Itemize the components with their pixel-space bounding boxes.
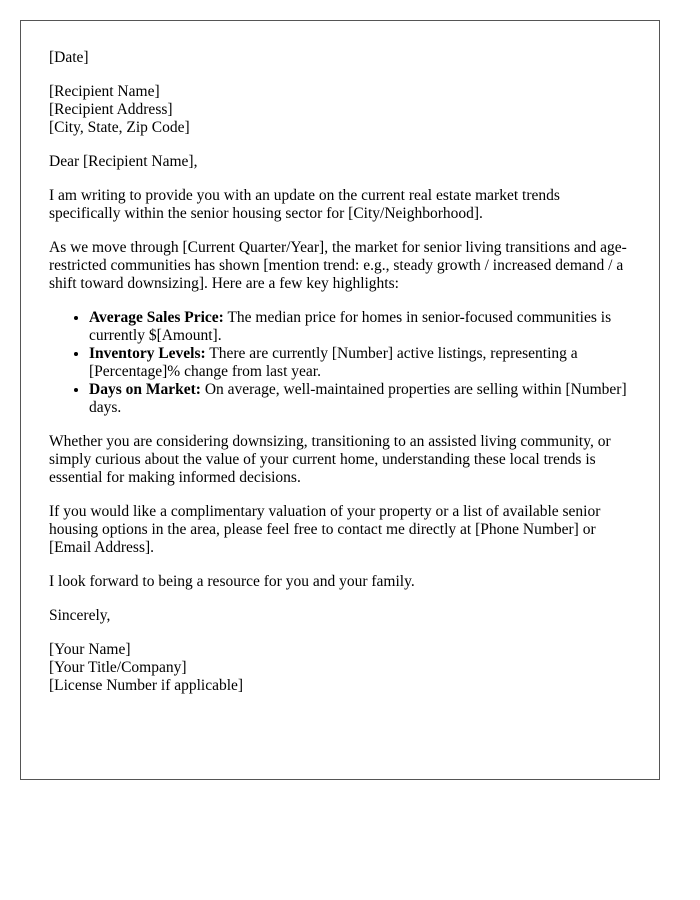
list-item [89, 345, 631, 381]
highlight-label: Days on Market: [89, 381, 201, 398]
signature-block [49, 641, 631, 695]
salutation: Dear [Recipient Name], [49, 153, 198, 170]
highlight-text: On average, well-maintained properties are selling within [Number] days. [89, 381, 627, 416]
highlight-text: The median price for homes in senior-focused communities is currently $[Amount]. [89, 309, 612, 344]
highlight-label: Average Sales Price: [89, 309, 224, 326]
letter-page [20, 20, 660, 780]
considering-paragraph: Whether you are considering downsizing, transitioning to an assisted living community, or simply curious about the value of your current home, understanding these local trends is essential for making informed decisions. [49, 433, 611, 486]
list-item [89, 381, 631, 417]
contact-paragraph: If you would like a complimentary valuation of your property or a list of available senior housing options in the area, please feel free to contact me directly at [Phone Number] or [Email Address]. [49, 503, 601, 556]
intro-paragraph: I am writing to provide you with an update on the current real estate market trends specifically within the senior housing sector for [City/Neighborhood]. [49, 187, 560, 222]
signature-name: [Your Name] [49, 641, 131, 658]
highlight-text: There are currently [Number] active listings, representing a [Percentage]% change from last year. [89, 345, 578, 380]
closing-line: I look forward to being a resource for you and your family. [49, 573, 415, 590]
market-paragraph: As we move through [Current Quarter/Year], the market for senior living transitions and age-restricted communities has shown [mention trend: e.g., steady growth / increased demand / a shift toward downsizing]. Here are a few key highlights: [49, 239, 627, 292]
highlight-label: Inventory Levels: [89, 345, 206, 362]
signature-license: [License Number if applicable] [49, 677, 244, 694]
recipient-city-state-zip: [City, State, Zip Code] [49, 119, 190, 136]
signature-title-company: [Your Title/Company] [49, 659, 187, 676]
list-item [89, 309, 631, 345]
recipient-block [49, 83, 631, 137]
recipient-address: [Recipient Address] [49, 101, 173, 118]
signoff: Sincerely, [49, 607, 111, 624]
letter-date: [Date] [49, 49, 89, 66]
highlights-list [49, 309, 631, 417]
recipient-name: [Recipient Name] [49, 83, 160, 100]
